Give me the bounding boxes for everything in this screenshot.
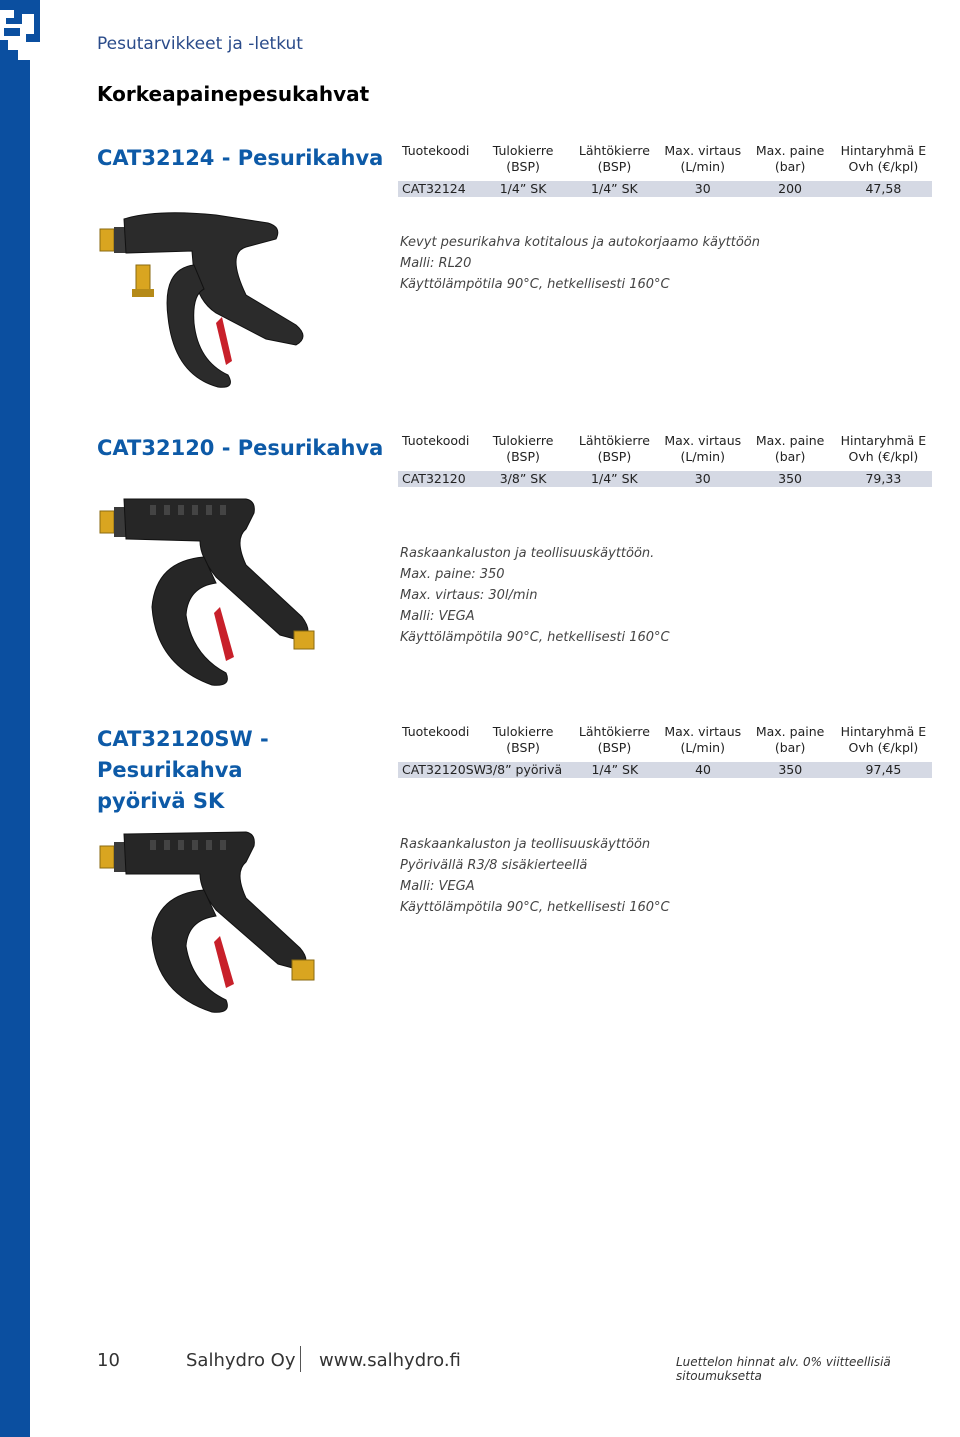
table-row <box>398 181 932 197</box>
cell-outlet: 1/4” SK <box>591 181 638 196</box>
cell-pressure: 350 <box>778 471 803 486</box>
header-flow: Max. virtaus (L/min) <box>664 724 742 755</box>
breadcrumb: Pesutarvikkeet ja -letkut <box>97 34 303 54</box>
footer-company: Salhydro Oy <box>186 1350 296 1371</box>
footer-divider <box>300 1346 301 1372</box>
header-flow: Max. virtaus (L/min) <box>664 143 742 174</box>
spec-table-header <box>398 143 932 175</box>
spec-table <box>398 433 932 487</box>
header-code: Tuotekoodi <box>402 724 470 739</box>
cell-flow: 30 <box>694 471 711 486</box>
header-price: Hintaryhmä E Ovh (€/kpl) <box>840 143 927 174</box>
cell-pressure: 200 <box>778 181 803 196</box>
header-pressure: Max. paine (bar) <box>755 143 825 174</box>
table-row <box>398 471 932 487</box>
product-description: Raskaankaluston ja teollisuuskäyttöön Pyörivällä R3/8 sisäkierteellä Malli: VEGA Käyttölämpötila 90°C, hetkellisesti 160°C <box>400 837 670 915</box>
cell-code: CAT32120 <box>402 471 466 486</box>
cell-outlet: 1/4” SK <box>591 762 639 777</box>
spec-table-header <box>398 724 932 756</box>
product-description: Raskaankaluston ja teollisuuskäyttöön. Max. paine: 350 Max. virtaus: 30l/min Malli: VEGA Käyttölämpötila 90°C, hetkellisesti 160°C <box>400 546 670 645</box>
product-title: CAT32120 - Pesurikahva <box>97 436 384 460</box>
footer-url-link[interactable]: www.salhydro.fi <box>319 1350 461 1371</box>
cell-flow: 40 <box>695 762 711 777</box>
cell-outlet: 1/4” SK <box>591 471 638 486</box>
side-brand-bar <box>0 0 30 1437</box>
product-title: CAT32120SW - Pesurikahva pyörivä SK <box>97 727 269 813</box>
header-inlet: Tulokierre (BSP) <box>492 433 554 464</box>
header-outlet: Lähtökierre (BSP) <box>578 433 650 464</box>
cell-flow: 30 <box>694 181 711 196</box>
table-row <box>398 762 932 778</box>
header-code: Tuotekoodi <box>402 143 470 158</box>
pressure-washer-gun-rl20-image <box>96 205 326 395</box>
cell-inlet: 1/4” SK <box>499 181 547 196</box>
cell-price: 79,33 <box>865 471 902 486</box>
footer-note: Luettelon hinnat alv. 0% viitteellisiä sitoumuksetta <box>676 1355 891 1383</box>
header-price: Hintaryhmä E Ovh (€/kpl) <box>840 724 927 755</box>
page-number: 10 <box>97 1350 120 1371</box>
page-title: Korkeapainepesukahvat <box>97 82 370 106</box>
cell-pressure: 350 <box>778 762 803 777</box>
cell-price: 47,58 <box>865 181 902 196</box>
cell-inlet: 3/8” SK <box>499 471 547 486</box>
pressure-washer-gun-vega-swivel-image <box>96 828 326 1018</box>
header-outlet: Lähtökierre (BSP) <box>578 724 650 755</box>
product-description: Kevyt pesurikahva kotitalous ja autokorjaamo käyttöön Malli: RL20 Käyttölämpötila 90°C, hetkellisesti 160°C <box>400 235 761 292</box>
spec-table <box>398 143 932 197</box>
header-inlet: Tulokierre (BSP) <box>492 143 554 174</box>
product-title: CAT32124 - Pesurikahva <box>97 146 384 170</box>
header-outlet: Lähtökierre (BSP) <box>578 143 650 174</box>
cell-inlet: 3/8” pyörivä <box>484 762 563 777</box>
header-price: Hintaryhmä E Ovh (€/kpl) <box>840 433 927 464</box>
spec-table-header <box>398 433 932 465</box>
header-pressure: Max. paine (bar) <box>755 433 825 464</box>
header-pressure: Max. paine (bar) <box>755 724 825 755</box>
pressure-washer-gun-vega-image <box>96 495 326 690</box>
spec-table <box>398 724 932 778</box>
cell-price: 97,45 <box>865 762 902 777</box>
cell-code: CAT32120SW <box>402 762 487 777</box>
brand-logo-icon <box>0 0 40 110</box>
header-flow: Max. virtaus (L/min) <box>664 433 742 464</box>
cell-code: CAT32124 <box>402 181 466 196</box>
header-inlet: Tulokierre (BSP) <box>492 724 554 755</box>
header-code: Tuotekoodi <box>402 433 470 448</box>
